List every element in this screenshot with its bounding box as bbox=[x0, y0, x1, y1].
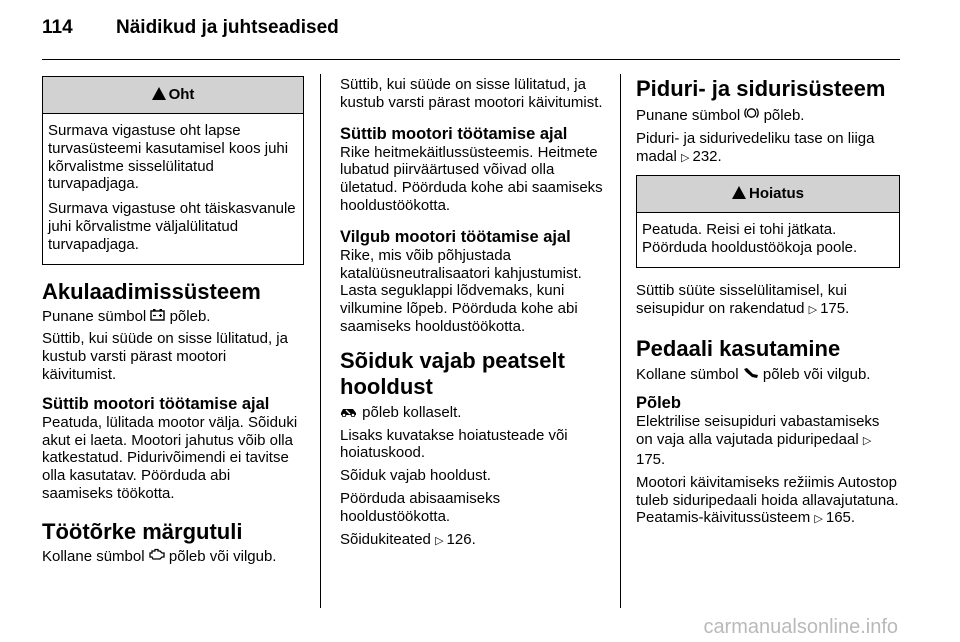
charging-subheading: Süttib mootori töötamise ajal bbox=[42, 394, 270, 413]
warning-box-body bbox=[637, 213, 899, 267]
column-divider-right bbox=[620, 74, 621, 608]
section-pedal bbox=[636, 336, 900, 530]
service-text-3: Sõiduk vajab hooldust. bbox=[340, 467, 491, 485]
flashing-heading: Vilgub mootori töötamise ajal bbox=[340, 227, 571, 246]
column-1 bbox=[42, 76, 304, 571]
service-text-2: Lisaks kuvatakse hoiatusteade või hoiatuskood. bbox=[340, 426, 568, 462]
running-heading: Süttib mootori töötamise ajal bbox=[340, 124, 568, 143]
column-2 bbox=[340, 76, 606, 555]
page-ref-icon: ▷ bbox=[808, 303, 818, 316]
service-text-5: Sõidukiteated ▷ 126. bbox=[340, 531, 606, 551]
danger-box bbox=[42, 76, 304, 265]
battery-icon bbox=[150, 308, 165, 324]
pedal-heading: Pedaali kasutamine bbox=[636, 335, 841, 361]
page-ref-icon: ▷ bbox=[862, 435, 872, 448]
watermark: carmanualsonline.info bbox=[703, 616, 898, 638]
pedal-subheading: Põleb bbox=[636, 394, 681, 413]
page-ref-icon: ▷ bbox=[681, 151, 690, 164]
service-text-4: Pöörduda abisaamiseks hooldustöökotta. bbox=[340, 489, 501, 525]
column-3 bbox=[636, 76, 900, 534]
danger-box-text-1: Surmava vigastuse oht lapse turvasüsteemi kasutamisel koos juhi kõrvalistme sisselülitatud turvapadjaga. bbox=[48, 122, 289, 193]
pedal-text-3: Mootori käivitamiseks režiimis Autostop tuleb siduripedaali hoida allavajutatuna. Peatamis-käivitussüsteem ▷ 165. bbox=[636, 474, 900, 529]
brake-text-1: Punane sümbol põleb. bbox=[636, 107, 805, 124]
danger-box-heading: Oht bbox=[168, 86, 195, 103]
warning-triangle-icon bbox=[152, 87, 166, 100]
danger-box-header bbox=[43, 77, 303, 114]
col2-text-2: Rike heitmekäitlussüsteemis. Heitmete lubatud piirväärtused võivad olla ületatud. Pöörduda kohe abi saamiseks hooldustöökotta. bbox=[340, 143, 603, 214]
warning-triangle-icon bbox=[732, 186, 746, 199]
section-charging bbox=[42, 279, 304, 503]
page-header bbox=[42, 17, 922, 47]
section-service bbox=[340, 348, 606, 551]
warning-box-text-1: Peatuda. Reisi ei tohi jätkata. Pöörduda hooldustöökoja poole. bbox=[642, 221, 858, 257]
brake-text-2: Piduri- ja sidurivedeliku tase on liiga madal ▷ 232. bbox=[636, 130, 900, 168]
pedal-icon bbox=[743, 367, 759, 382]
warning-box-header bbox=[637, 176, 899, 213]
col3-text-3: Süttib süüte sisselülitamisel, kui seisupidur on rakendatud ▷ 175. bbox=[636, 282, 900, 320]
charging-text-2: Süttib, kui süüde on sisse lülitatud, ja kustub varsti pärast mootori käivitumist. bbox=[42, 330, 288, 383]
danger-box-text-2: Surmava vigastuse oht täiskasvanule juhi kõrvalistme väljalülitatud turvapadjaga. bbox=[48, 200, 296, 253]
charging-heading: Akulaadimissüsteem bbox=[42, 278, 261, 304]
page-ref-icon: ▷ bbox=[814, 513, 823, 526]
warning-box-heading: Hoiatus bbox=[748, 185, 804, 203]
pedal-text-2: Elektrilise seisupiduri vabastamiseks on vaja alla vajutada piduripedaal ▷175. bbox=[636, 413, 880, 468]
brake-icon bbox=[744, 106, 759, 123]
malfunction-heading: Töötõrke märgutuli bbox=[42, 518, 243, 544]
section-malfunction bbox=[42, 519, 304, 566]
page-title: Näidikud ja juhtseadised bbox=[116, 17, 339, 38]
warning-box bbox=[636, 175, 900, 268]
engine-check-icon bbox=[149, 548, 165, 564]
header-rule bbox=[42, 59, 900, 60]
charging-text-1: Punane sümbol põleb. bbox=[42, 307, 211, 325]
malfunction-text-1: Kollane sümbol põleb või vilgub. bbox=[42, 547, 277, 565]
danger-box-body bbox=[43, 114, 303, 264]
car-wrench-icon bbox=[340, 405, 358, 420]
col2-text-1: Süttib, kui süüde on sisse lülitatud, ja kustub varsti pärast mootori käivitumist. bbox=[340, 76, 603, 111]
page-ref-icon: ▷ bbox=[435, 534, 444, 547]
service-text-1: põleb kollaselt. bbox=[340, 404, 606, 422]
column-divider-left bbox=[320, 74, 321, 608]
page-number: 114 bbox=[42, 17, 73, 38]
brake-heading: Piduri- ja sidurisüsteem bbox=[636, 76, 886, 101]
col2-text-3: Rike, mis võib põhjustada katalüüsneutralisaatori kahjustumist. Lasta seguklappi lõdvemaks, kuni vilkumine lõpeb. Pöörduda kohe abi saamiseks hooldustöökotta. bbox=[340, 246, 582, 335]
charging-text-3: Peatuda, lülitada mootor välja. Sõiduki akut ei laeta. Mootori jahutus võib olla katkestatud. Pidurivõimendi ei tavitse olla kasutatav. Pöörduda abi saamiseks töökotta. bbox=[42, 413, 298, 502]
service-heading: Sõiduk vajab peatselt hooldust bbox=[340, 347, 565, 399]
pedal-text-1: Kollane sümbol põleb või vilgub. bbox=[636, 365, 871, 383]
